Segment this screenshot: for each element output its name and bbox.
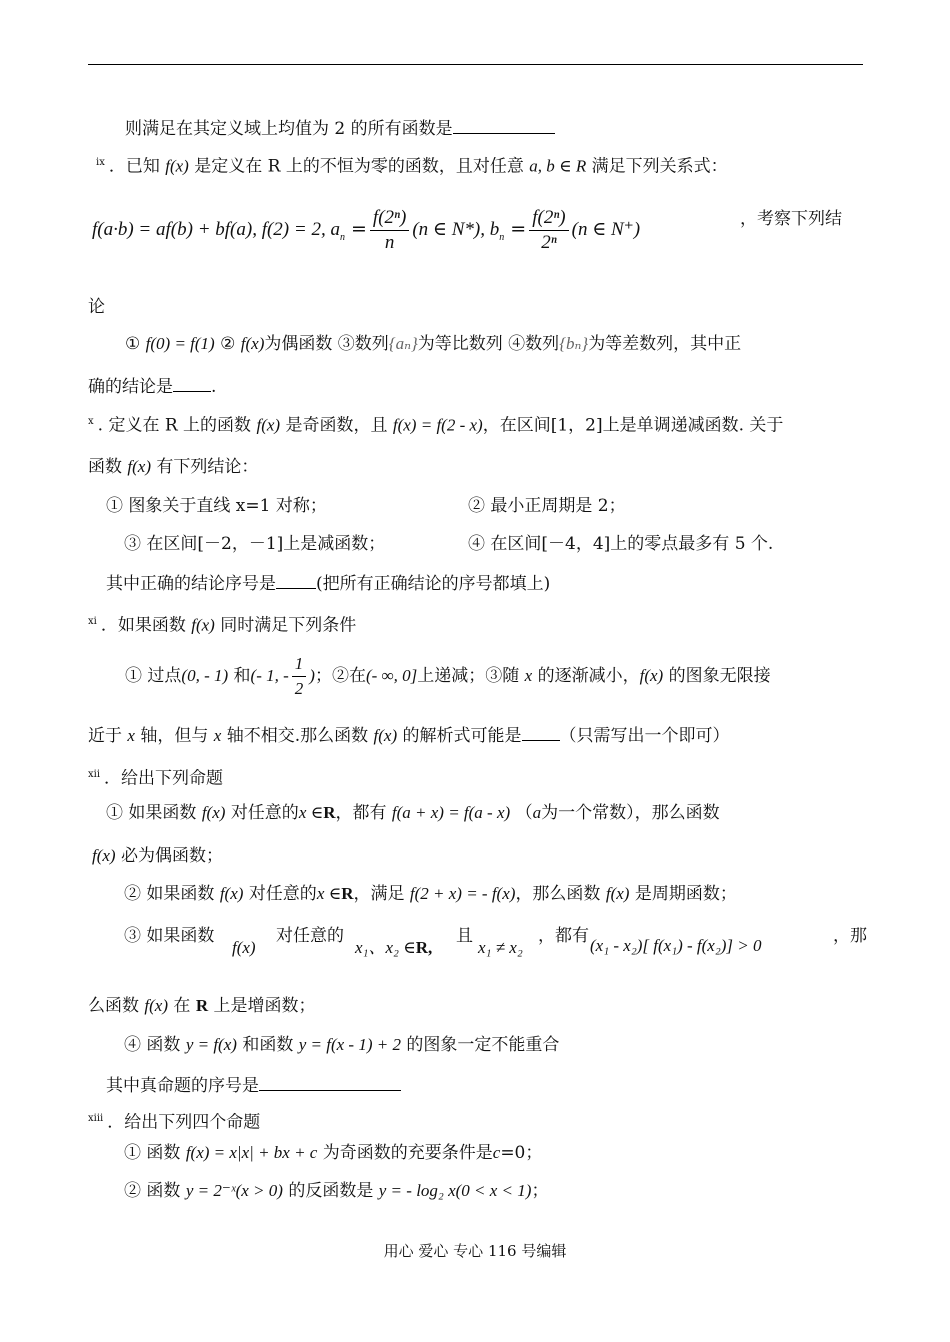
question-xii-end: 其中真命题的序号是	[106, 1074, 401, 1097]
header-rule	[88, 64, 863, 65]
question-number: xiii	[88, 1113, 104, 1124]
option-3: ③ 在区间[－2，－1]上是减函数；	[124, 534, 386, 554]
proposition-3: ③ 如果函数	[124, 926, 215, 946]
question-ix: $^{ix}$ ．已知 f(x) 是定义在 R 上的不恒为零的函数，且对任意 a, b ∈ R 满足下列关系式：	[96, 156, 728, 177]
proposition-2: ② 如果函数 f(x) 对任意的x ∈R，满足 f(2 + x) = - f(x)，那么函数 f(x) 是周期函数；	[124, 884, 737, 904]
question-number: xii	[88, 769, 101, 780]
question-ix-options: ① f(0) = f(1) ② f(x)为偶函数 ③数列{aₙ}为等比数列 ④数列{bₙ}为等差数列，其中正	[125, 334, 742, 354]
proposition-3-tail: ，那	[833, 926, 867, 946]
question-x: $^x$ . 定义在 R 上的函数 f(x) 是奇函数，且 f(x) = f(2 - x)，在区间[1，2]上是单调递减函数. 关于	[88, 415, 784, 436]
proposition-1: ① 如果函数 f(x) 对任意的x ∈R，都有 f(a + x) = f(a - x) （a为一个常数），那么函数	[106, 803, 720, 823]
proposition-3-f: ，都有	[538, 926, 589, 946]
answer-blank	[522, 724, 560, 741]
option-2: ② 最小正周期是 2；	[468, 496, 626, 516]
proposition-3-c: x₁、x₂ ∈R,	[355, 938, 433, 957]
line-continued: 论	[88, 297, 105, 317]
proposition-xiii-1: ① 函数 f(x) = x|x| + bx + c 为奇函数的充要条件是c=0；	[124, 1143, 543, 1163]
question-xi: $^{xi}$ ．如果函数 f(x) 同时满足下列条件	[88, 615, 357, 636]
option-4: ④ 在区间[－4，4]上的零点最多有 5 个.	[468, 534, 774, 554]
fraction: $\frac{1}{2}$	[292, 652, 307, 701]
fraction: $\frac{\text{f(2ⁿ)}}{n}$	[370, 206, 409, 255]
question-number: x	[88, 416, 94, 427]
proposition-xiii-2: ② 函数 y = 2⁻ˣ(x > 0) 的反函数是 y = - log₂ x(0 < x < 1)；	[124, 1181, 549, 1201]
proposition-3-fx: f(x)	[232, 938, 256, 957]
proposition-3-d: 且	[456, 926, 473, 946]
question-xi-conditions: ① 过点(0, - 1) 和(- 1, - $\frac{1}{2}$ )；②在(- ∞, 0]上递减；③随 x 的逐渐减小，f(x) 的图象无限接	[125, 652, 771, 701]
answer-blank	[173, 375, 211, 392]
answer-blank	[259, 1074, 401, 1091]
question-number: xi	[88, 616, 97, 627]
option-1: ① 图象关于直线 x=1 对称；	[106, 496, 327, 516]
question-x-end: 其中正确的结论序号是 (把所有正确结论的序号都填上)	[106, 574, 551, 594]
line-mean-value: 则满足在其定义域上均值为 2 的所有函数是	[125, 117, 555, 140]
question-ix-end: 确的结论是 .	[88, 377, 217, 397]
answer-blank	[453, 117, 555, 134]
proposition-3-b: 对任意的	[276, 926, 344, 946]
equation-tail: ，考察下列结	[740, 209, 842, 229]
page-footer: 用心 爱心 专心 116 号编辑	[383, 1242, 567, 1260]
proposition-4: ④ 函数 y = f(x) 和函数 y = f(x - 1) + 2 的图象一定不能重合	[124, 1035, 560, 1055]
proposition-3-cont: 么函数 f(x) 在 R 上是增函数；	[88, 996, 316, 1016]
question-xi-cont: 近于 x 轴，但与 x 轴不相交.那么函数 f(x) 的解析式可能是 （只需写出一个即可）	[88, 726, 730, 746]
proposition-3-e: x₁ ≠ x₂	[478, 938, 523, 957]
proposition-1-cont: f(x) 必为偶函数；	[92, 846, 223, 866]
question-xii: $^{xii}$ ．给出下列命题	[88, 768, 224, 789]
fraction: $\frac{\text{f(2ⁿ)}}{\text{2ⁿ}}$	[529, 206, 568, 255]
question-x-cont: 函数 f(x) 有下列结论：	[88, 457, 259, 477]
proposition-3-ineq: (x₁ - x₂)[ f(x₁) - f(x₂)] > 0	[590, 936, 762, 955]
question-xiii: $^{xiii}$ ．给出下列四个命题	[88, 1112, 261, 1133]
equation-line: f(a·b) = af(b) + bf(a), f(2) = 2, $a_n$ = $\frac{\text{f(2ⁿ)}}{n}$ (n ∈ N*), $b_n$ = $\frac{\text{f(2ⁿ)}}{\text{2ⁿ}}$ (n ∈ N⁺)	[92, 206, 641, 253]
question-number: ix	[96, 157, 105, 168]
answer-blank	[276, 572, 316, 589]
